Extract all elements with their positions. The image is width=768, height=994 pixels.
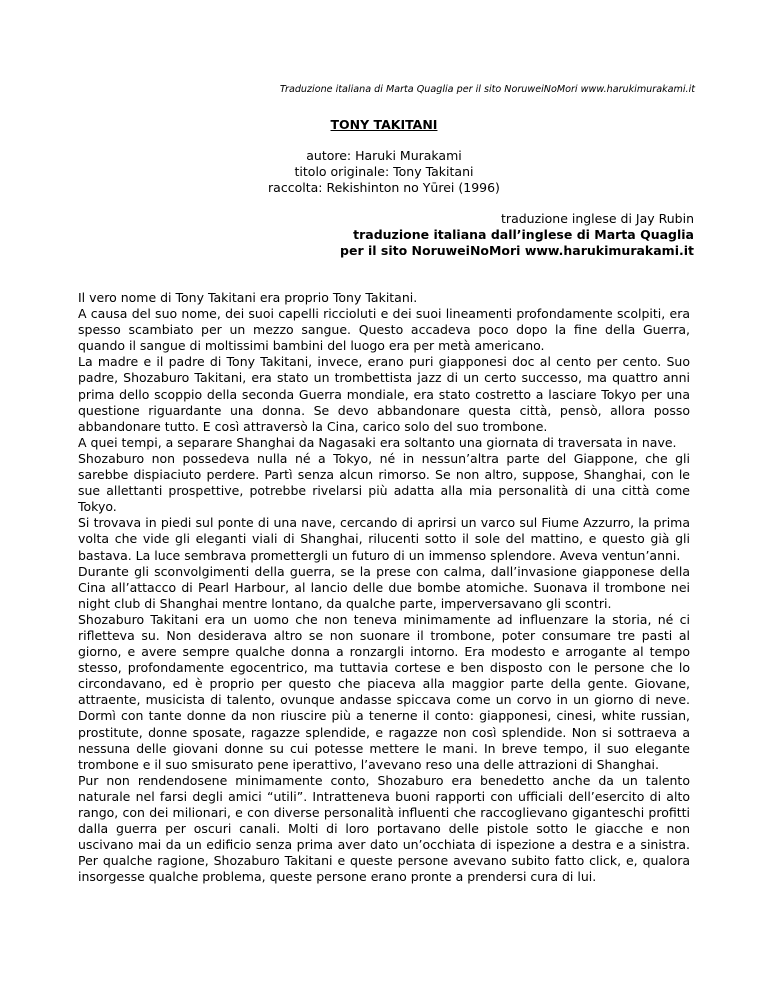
story-body (78, 290, 690, 885)
paragraph: Il vero nome di Tony Takitani era proprio Tony Takitani. (78, 290, 418, 305)
italian-translation-line: traduzione italiana dall’inglese di Marta Quaglia (353, 227, 694, 242)
paragraph: Shozaburo Takitani era un uomo che non teneva minimamente ad influenzare la storia, né ci rifletteva su. Non desiderava altro se non suonare il trombone, poter consumare tre pasti al giorno, e avere sempre qualche donna a ronzargli intorno. Era modesto e arrogante al tempo stesso, profondamente egocentrico, ma tuttavia cortese e ben disposto con le persone che lo circondavano, ed è proprio per questo che piaceva alla maggior parte della gente. Giovane, attraente, musicista di talento, ovunque andasse spiccava come un corvo in un giorno di neve. Dormì con tante donne da non riuscire più a tenerne il conto: giapponesi, cinesi, white russian, prostitute, donne sposate, ragazze splendide, e ragazze non così splendide. Non si sottraeva a nessuna delle giovani donne su cui potesse mettere le mani. In breve tempo, il suo elegante trombone e il suo smisurato pene iperattivo, l’avevano reso una delle attrazioni di Shanghai. (78, 611, 690, 772)
paragraph: Si trovava in piedi sul ponte di una nave, cercando di aprirsi un varco sul Fiume Azzurro, la prima volta che vide gli eleganti viali di Shanghai, rilucenti sotto il sole del mattino, e questo già gli bastava. La luce sembrava promettergli un futuro di un immenso splendore. Aveva ventun’anni. (78, 515, 690, 563)
paragraph: Durante gli sconvolgimenti della guerra, se la prese con calma, dall’invasione giapponese della Cina all’attacco di Pearl Harbour, al lancio delle due bombe atomiche. Suonava il trombone nei night club di Shanghai mentre lontano, da qualche parte, imperversavano gli scontri. (78, 563, 690, 611)
page-title: TONY TAKITANI (330, 117, 438, 132)
author-line: autore: Haruki Murakami (306, 148, 462, 163)
paragraph: A causa del suo nome, dei suoi capelli riccioluti e dei suoi lineamenti profondamente scolpiti, era spesso scambiato per un mezzo sangue. Questo accadeva poco dopo la fine della Guerra, quando il sangue di moltissimi bambini del luogo era per metà americano. (78, 306, 690, 354)
paragraph: Pur non rendendosene minimamente conto, Shozaburo era benedetto anche da un talento naturale nel farsi degli amici “utili”. Intratteneva buoni rapporti con ufficiali dell’esercito di alto rango, con dei milionari, e con diverse personalità influenti che raccoglievano giganteschi profitti dalla guerra per oscuri canali. Molti di loro portavano delle pistole sotto le giacche e non uscivano mai da un edificio senza prima aver dato un’occhiata di ispezione a destra e a sinistra. Per qualche ragione, Shozaburo Takitani e queste persone avevano subito fatto click, e, qualora insorgesse qualche problema, queste persone erano pronte a prendersi cura di lui. (78, 772, 690, 885)
collection-line: raccolta: Rekishinton no Yūrei (1996) (268, 180, 500, 195)
paragraph: La madre e il padre di Tony Takitani, invece, erano puri giapponesi doc al cento per cento. Suo padre, Shozaburo Takitani, era stato un trombettista jazz di un certo successo, ma quattro anni prima dello scoppio della seconda Guerra mondiale, era stato costretto a lasciare Tokyo per una questione riguardante una donna. Se devo abbandonare questa città, pensò, allora posso abbandonare tutto. E così attraversò la Cina, carico solo del suo trombone. (78, 354, 690, 434)
paragraph: A quei tempi, a separare Shanghai da Nagasaki era soltanto una giornata di traversata in nave. (78, 434, 677, 450)
site-line: per il sito NoruweiNoMori www.harukimurakami.it (340, 243, 694, 258)
meta-block (0, 148, 768, 196)
paragraph: Shozaburo non possedeva nulla né a Tokyo, né in nessun’altra parte del Giappone, che gli sarebbe dispiaciuto perdere. Partì senza alcun rimorso. Se non altro, suppose, Shanghai, con le sue allettanti prospettive, potrebbe rivelarsi più adatta alla mia personalità di una città come Tokyo. (78, 450, 690, 515)
original-title-line: titolo originale: Tony Takitani (294, 164, 474, 179)
english-translation-line: traduzione inglese di Jay Rubin (501, 211, 694, 226)
translation-credits (340, 211, 694, 259)
header-note: Traduzione italiana di Marta Quaglia per il sito NoruweiNoMori www.harukimurakami.it (279, 84, 695, 95)
